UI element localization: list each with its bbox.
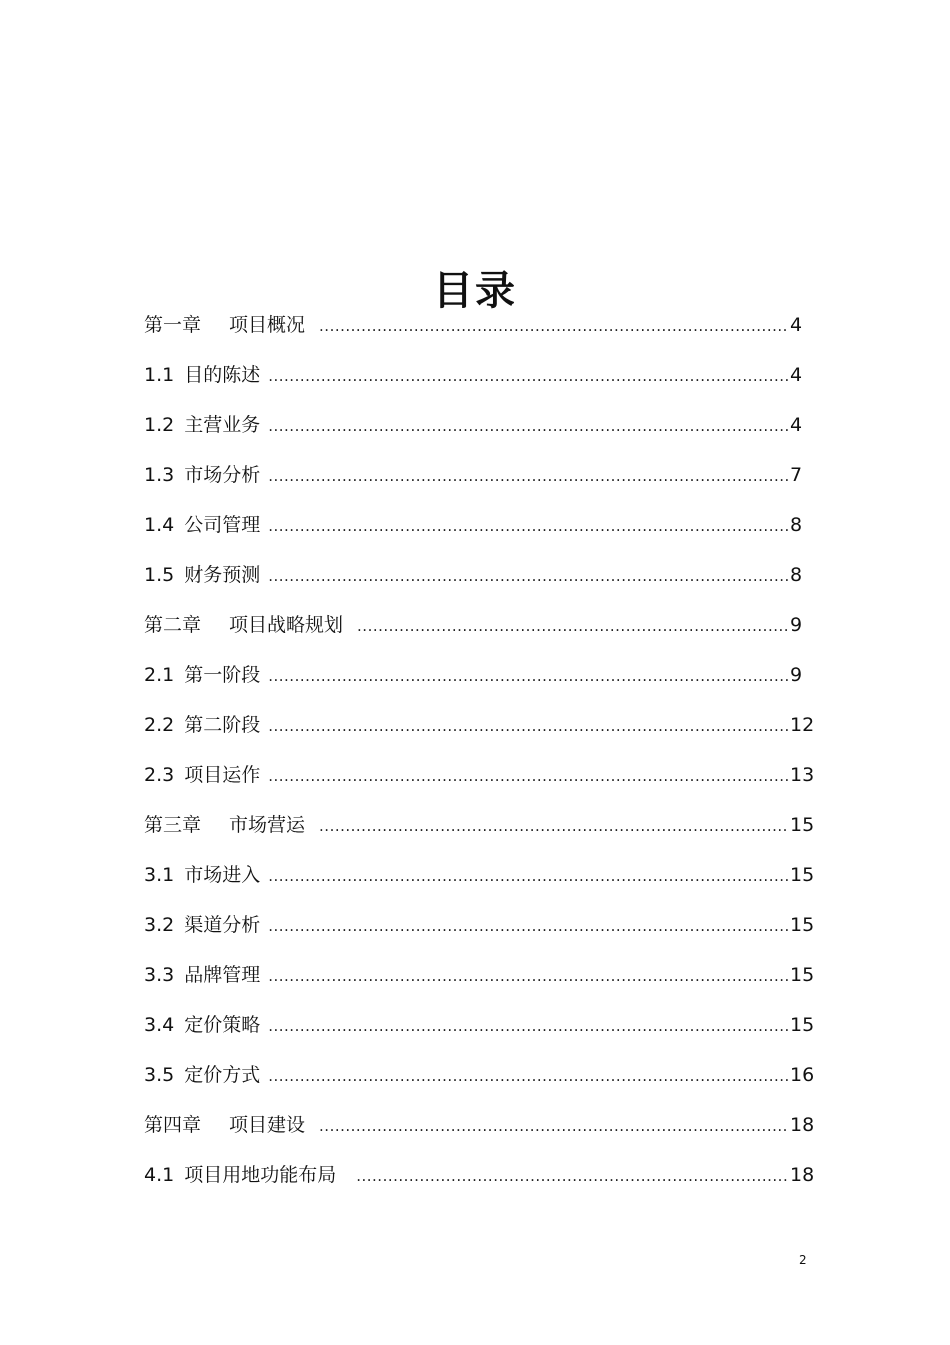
toc-dot-leader: [268, 906, 788, 946]
toc-entry-page: 18: [790, 1114, 815, 1136]
toc-dot-leader: [319, 1106, 788, 1146]
toc-entry-number: 3.2: [144, 914, 175, 936]
toc-entry-3-3[interactable]: [144, 955, 816, 1005]
toc-entry-chapter-2[interactable]: [144, 605, 816, 655]
toc-dot-leader: [268, 506, 788, 546]
toc-entry-3-2[interactable]: [144, 905, 816, 955]
toc-dot-leader: [319, 806, 788, 846]
toc-entry-label: 市场进入: [184, 864, 261, 886]
toc-entry-label: 项目建设: [229, 1114, 306, 1136]
toc-dot-leader: [356, 1156, 788, 1196]
toc-entry-page: 15: [790, 864, 815, 886]
toc-entry-2-1[interactable]: [144, 655, 816, 705]
toc-entry-number: 3.3: [144, 964, 175, 986]
toc-entry-4-1[interactable]: [144, 1155, 816, 1205]
toc-entry-number: 3.1: [144, 864, 175, 886]
toc-entry-label: 项目概况: [229, 314, 306, 336]
toc-dot-leader: [319, 306, 788, 346]
toc-entry-label: 主营业务: [184, 414, 261, 436]
toc-entry-label: 定价方式: [184, 1064, 261, 1086]
toc-entry-chapter-4[interactable]: [144, 1105, 816, 1155]
toc-entry-label: 项目运作: [184, 764, 261, 786]
toc-dot-leader: [268, 556, 788, 596]
toc-entry-label: 公司管理: [184, 514, 261, 536]
toc-entry-number: 3.4: [144, 1014, 175, 1036]
toc-entry-page: 8: [790, 514, 803, 536]
toc-entry-3-4[interactable]: [144, 1005, 816, 1055]
toc-entry-chapter-3[interactable]: [144, 805, 816, 855]
toc-entry-number: 1.2: [144, 414, 175, 436]
toc-entry-page: 15: [790, 964, 815, 986]
toc-entry-page: 4: [790, 314, 803, 336]
toc-entry-number: 第一章: [144, 314, 202, 336]
toc-entry-1-1[interactable]: [144, 355, 816, 405]
toc-entry-label: 项目用地功能布局: [184, 1164, 337, 1186]
toc-entry-number: 1.3: [144, 464, 175, 486]
toc-entry-number: 第三章: [144, 814, 202, 836]
toc-entry-number: 1.4: [144, 514, 175, 536]
toc-entry-label: 渠道分析: [184, 914, 261, 936]
toc-entry-label: 项目战略规划: [229, 614, 344, 636]
toc-entry-number: 第二章: [144, 614, 202, 636]
toc-entry-1-2[interactable]: [144, 405, 816, 455]
toc-entry-page: 4: [790, 414, 803, 436]
toc-dot-leader: [268, 1006, 788, 1046]
toc-list: [144, 305, 816, 1205]
toc-entry-number: 2.1: [144, 664, 175, 686]
toc-entry-number: 2.2: [144, 714, 175, 736]
toc-dot-leader: [268, 706, 788, 746]
toc-entry-label: 定价策略: [184, 1014, 261, 1036]
toc-entry-3-5[interactable]: [144, 1055, 816, 1105]
toc-entry-1-5[interactable]: [144, 555, 816, 605]
toc-dot-leader: [268, 656, 788, 696]
toc-entry-2-3[interactable]: [144, 755, 816, 805]
toc-entry-2-2[interactable]: [144, 705, 816, 755]
toc-entry-1-4[interactable]: [144, 505, 816, 555]
toc-entry-chapter-1[interactable]: [144, 305, 816, 355]
toc-entry-label: 第一阶段: [184, 664, 261, 686]
toc-dot-leader: [268, 1056, 788, 1096]
toc-entry-page: 7: [790, 464, 803, 486]
toc-entry-page: 13: [790, 764, 815, 786]
toc-entry-label: 财务预测: [184, 564, 261, 586]
toc-entry-label: 市场营运: [229, 814, 306, 836]
toc-entry-page: 16: [790, 1064, 815, 1086]
toc-dot-leader: [268, 756, 788, 796]
toc-entry-label: 第二阶段: [184, 714, 261, 736]
toc-entry-page: 8: [790, 564, 803, 586]
toc-entry-3-1[interactable]: [144, 855, 816, 905]
toc-title: 目录: [433, 266, 517, 314]
toc-entry-1-3[interactable]: [144, 455, 816, 505]
toc-dot-leader: [268, 856, 788, 896]
toc-dot-leader: [268, 356, 788, 396]
toc-dot-leader: [268, 456, 788, 496]
toc-dot-leader: [268, 956, 788, 996]
toc-entry-number: 第四章: [144, 1114, 202, 1136]
toc-entry-label: 目的陈述: [184, 364, 261, 386]
toc-entry-page: 4: [790, 364, 803, 386]
toc-entry-page: 15: [790, 1014, 815, 1036]
toc-entry-page: 9: [790, 664, 803, 686]
page-number: 2: [799, 1253, 807, 1267]
toc-entry-page: 9: [790, 614, 803, 636]
toc-entry-number: 4.1: [144, 1164, 175, 1186]
toc-entry-label: 品牌管理: [184, 964, 261, 986]
toc-entry-page: 18: [790, 1164, 815, 1186]
toc-entry-number: 3.5: [144, 1064, 175, 1086]
toc-dot-leader: [357, 606, 788, 646]
toc-entry-number: 1.1: [144, 364, 175, 386]
toc-dot-leader: [268, 406, 788, 446]
toc-entry-number: 1.5: [144, 564, 175, 586]
toc-entry-number: 2.3: [144, 764, 175, 786]
toc-entry-label: 市场分析: [184, 464, 261, 486]
toc-entry-page: 12: [790, 714, 815, 736]
toc-entry-page: 15: [790, 914, 815, 936]
toc-entry-page: 15: [790, 814, 815, 836]
